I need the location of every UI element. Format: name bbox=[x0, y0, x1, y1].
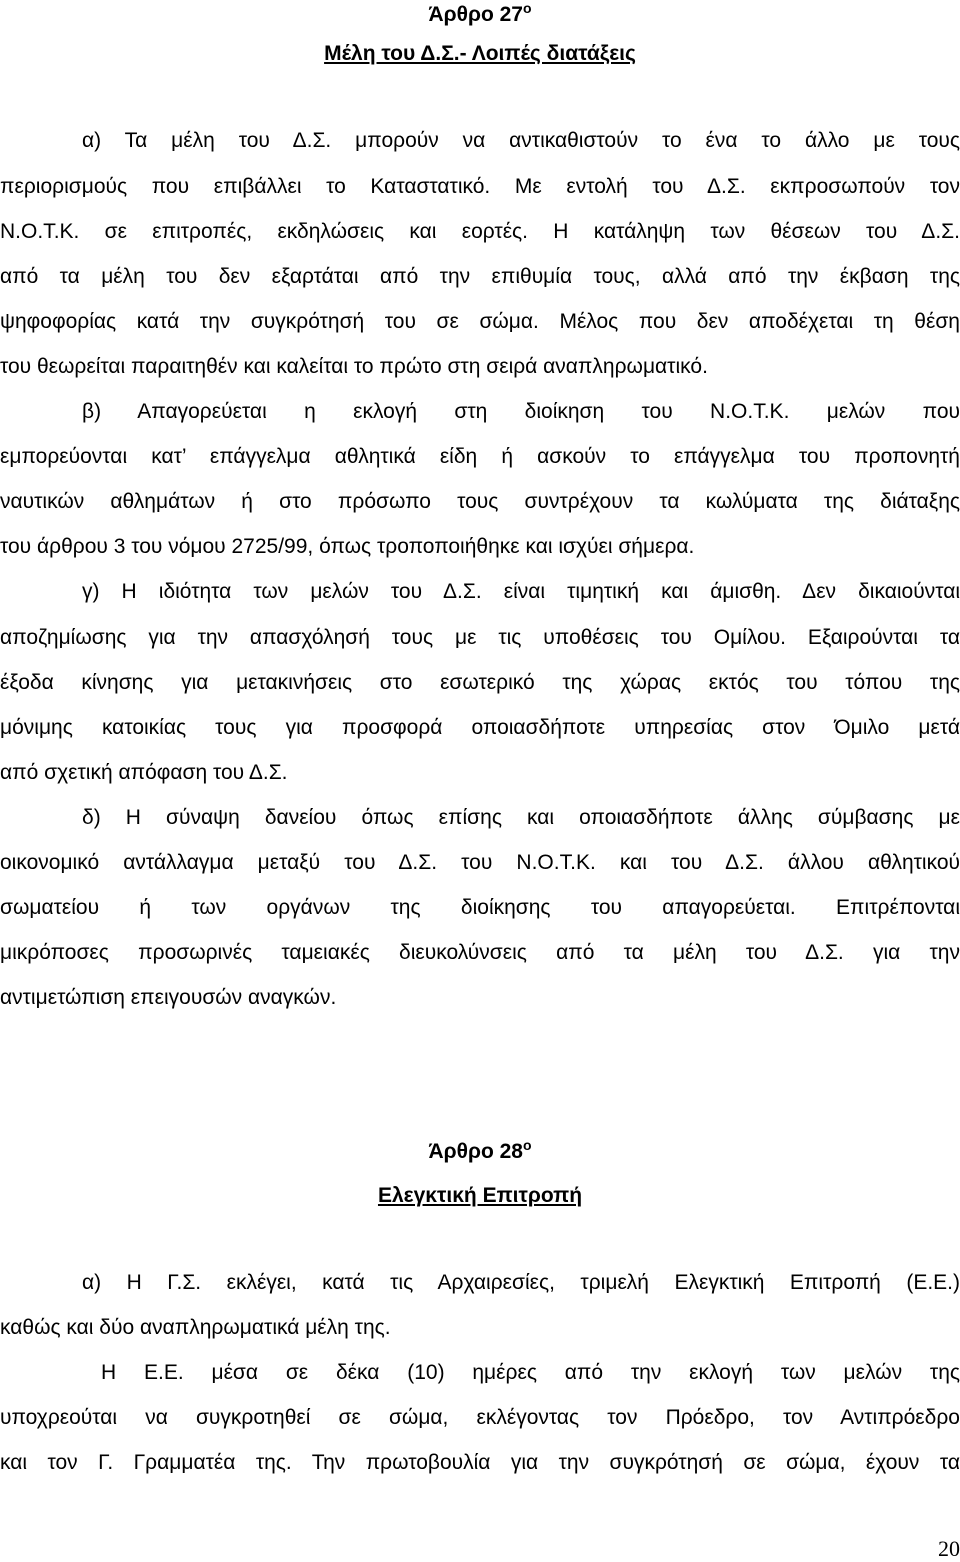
paragraph-line: του θεωρείται παραιτηθέν και καλείται το πρώτο στη σειρά αναπληρωματικό. bbox=[0, 355, 708, 378]
paragraph-line: Ν.Ο.Τ.Κ. σε επιτροπές, εκδηλώσεις και εορτές. Η κατάληψη των θέσεων του Δ.Σ. bbox=[0, 220, 960, 243]
article-28-title: Ελεγκτική Επιτροπή bbox=[377, 1184, 583, 1207]
article-28-heading: Άρθρο $28^o$ bbox=[428, 1137, 532, 1163]
paragraph-line: καθώς και δύο αναπληρωματικά μέλη της. bbox=[0, 1316, 391, 1339]
paragraph-line: του άρθρου 3 του νόμου 2725/99, όπως τροποποιήθηκε και ισχύει σήμερα. bbox=[0, 535, 695, 558]
paragraph-line: αντιμετώπιση επειγουσών αναγκών. bbox=[0, 986, 337, 1009]
paragraph-line: μικρόποσες προσωρινές ταμειακές διευκολύνσεις από τα μέλη του Δ.Σ. για την bbox=[0, 941, 960, 964]
page-number: 20 bbox=[938, 1536, 960, 1561]
paragraph-line: ψηφοφορίας κατά την συγκρότησή του σε σώμα. Μέλος που δεν αποδέχεται τη θέση bbox=[0, 310, 960, 333]
paragraph-line: και τον Γ. Γραμματέα της. Την πρωτοβουλία για την συγκρότησή σε σώμα, έχουν τα bbox=[0, 1451, 960, 1474]
paragraph-line: Η Ε.Ε. μέσα σε δέκα (10) ημέρες από την εκλογή των μελών της bbox=[101, 1361, 960, 1384]
paragraph-line: α) Τα μέλη του Δ.Σ. μπορούν να αντικαθιστούν το ένα το άλλο με τους bbox=[82, 129, 960, 152]
heading-superscript: ο bbox=[522, 0, 532, 16]
paragraph-line: από σχετική απόφαση του Δ.Σ. bbox=[0, 761, 288, 784]
paragraph-line: γ) Η ιδιότητα των μελών του Δ.Σ. είναι τιμητική και άμισθη. Δεν δικαιούνται bbox=[82, 580, 960, 603]
paragraph-line: ναυτικών αθλημάτων ή στο πρόσωπο τους συντρέχουν τα κωλύματα της διάταξης bbox=[0, 490, 960, 513]
paragraph-line: υποχρεούται να συγκροτηθεί σε σώμα, εκλέγοντας τον Πρόεδρο, τον Αντιπρόεδρο bbox=[0, 1406, 960, 1429]
paragraph-line: α) Η Γ.Σ. εκλέγει, κατά τις Αρχαιρεσίες, τριμελή Ελεγκτική Επιτροπή (Ε.Ε.) bbox=[82, 1271, 960, 1294]
heading-superscript: ο bbox=[522, 1137, 532, 1153]
paragraph-line: έξοδα κίνησης για μετακινήσεις στο εσωτερικό της χώρας εκτός του τόπου της bbox=[0, 671, 960, 694]
paragraph-line: εμπορεύονται κατ’ επάγγελμα αθλητικά είδη ή ασκούν το επάγγελμα του προπονητή bbox=[0, 445, 960, 468]
paragraph-line: από τα μέλη του δεν εξαρτάται από την επιθυμία τους, αλλά από την έκβαση της bbox=[0, 265, 960, 288]
paragraph-line: οικονομικό αντάλλαγμα μεταξύ του Δ.Σ. του Ν.Ο.Τ.Κ. και του Δ.Σ. άλλου αθλητικού bbox=[0, 851, 960, 874]
paragraph-line: β) Απαγορεύεται η εκλογή στη διοίκηση του Ν.Ο.Τ.Κ. μελών που bbox=[82, 400, 960, 423]
paragraph-line: μόνιμης κατοικίας τους για προσφορά οποιασδήποτε υπηρεσίας στον Όμιλο μετά bbox=[0, 716, 960, 739]
article-27-title: Μέλη του Δ.Σ.- Λοιπές διατάξεις bbox=[324, 42, 636, 65]
article-27-heading: Άρθρο $27^o$ bbox=[428, 0, 532, 26]
paragraph-line: σωματείου ή των οργάνων της διοίκησης του απαγορεύεται. Επιτρέπονται bbox=[0, 896, 960, 919]
paragraph-line: δ) Η σύναψη δανείου όπως επίσης και οποιασδήποτε άλλης σύμβασης με bbox=[82, 806, 960, 829]
paragraph-line: περιορισμούς που επιβάλλει το Καταστατικό. Με εντολή του Δ.Σ. εκπροσωπούν τον bbox=[0, 175, 960, 198]
paragraph-line: αποζημίωσης για την απασχόλησή τους με τις υποθέσεις του Ομίλου. Εξαιρούνται τα bbox=[0, 626, 960, 649]
